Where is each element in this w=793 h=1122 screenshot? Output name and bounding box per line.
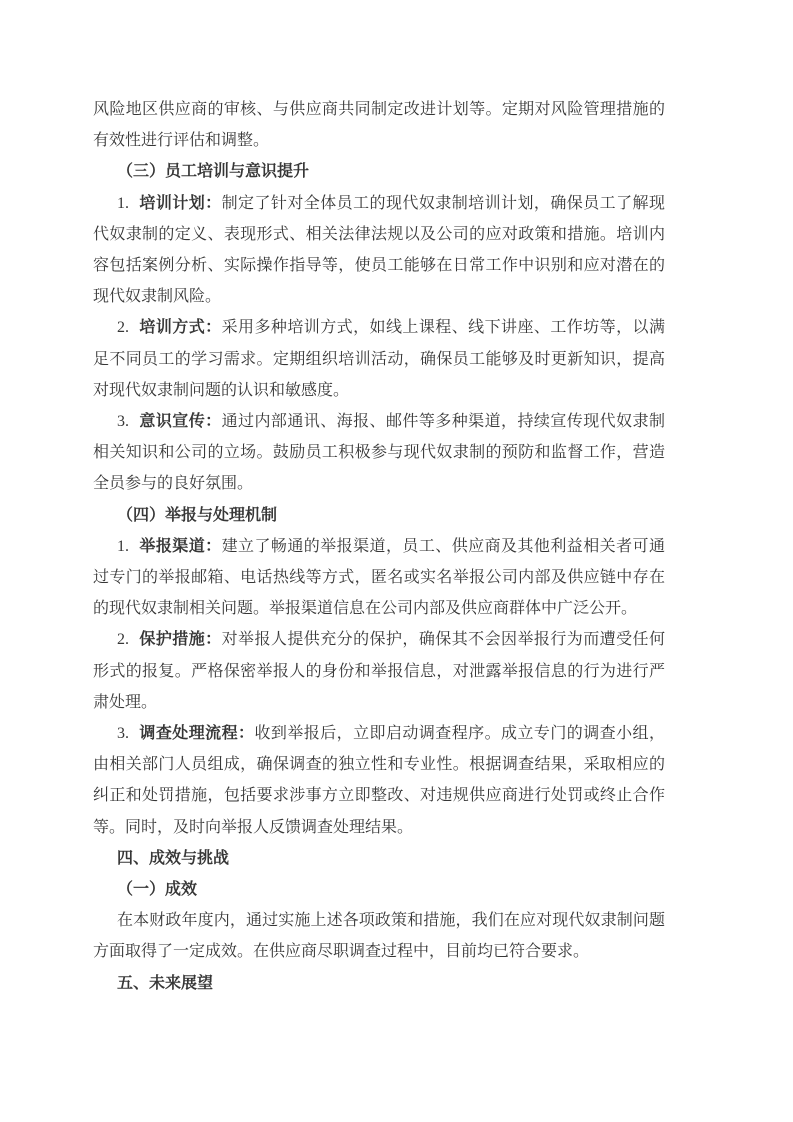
run-text: （三）员工培训与意识提升 (117, 163, 310, 181)
section-heading (93, 156, 665, 187)
run-in-label: 培训计划： (139, 194, 222, 212)
list-number: 3. (117, 725, 129, 743)
paragraph (93, 905, 665, 967)
run-text: 通过内部通讯、海报、邮件等多种渠道，持续宣传现代奴隶制相关知识和公司的立场。鼓励员工积极参与现代奴隶制的预防和监督工作，营造全员参与的良好氛围。 (93, 413, 665, 493)
paragraph (93, 624, 665, 718)
list-number: 1. (117, 194, 129, 212)
run-text: 五、未来展望 (117, 974, 214, 992)
list-number: 2. (117, 631, 129, 649)
paragraph (93, 94, 665, 156)
list-number: 2. (117, 319, 129, 337)
section-heading (93, 843, 665, 874)
run-in-label: 保护措施： (139, 631, 222, 649)
paragraph (93, 406, 665, 500)
run-text: 四、成效与挑战 (117, 849, 230, 867)
run-in-label: 意识宣传： (139, 413, 222, 431)
paragraph (93, 188, 665, 313)
paragraph (93, 718, 665, 843)
run-in-label: 培训方式： (139, 319, 222, 337)
run-text: 风险地区供应商的审核、与供应商共同制定改进计划等。定期对风险管理措施的有效性进行评估和调整。 (93, 101, 665, 150)
run-text: （四）举报与处理机制 (117, 506, 278, 524)
list-number: 1. (117, 537, 129, 555)
run-text: （一）成效 (117, 881, 198, 899)
paragraph (93, 531, 665, 625)
run-text: 建立了畅通的举报渠道，员工、供应商及其他利益相关者可通过专门的举报邮箱、电话热线等方式，匿名或实名举报公司内部及供应链中存在的现代奴隶制相关问题。举报渠道信息在公司内部及供应商群体中广泛公开。 (93, 537, 665, 618)
run-text: 收到举报后，立即启动调查程序。成立专门的调查小组，由相关部门人员组成，确保调查的独立性和专业性。根据调查结果，采取相应的纠正和处罚措施，包括要求涉事方立即整改、对违规供应商进行处罚或终止合作等。同时，及时向举报人反馈调查处理结果。 (93, 725, 665, 836)
run-text: 采用多种培训方式，如线上课程、线下讲座、工作坊等，以满足不同员工的学习需求。定期组织培训活动，确保员工能够及时更新知识，提高对现代奴隶制问题的认识和敏感度。 (93, 319, 665, 399)
paragraph (93, 312, 665, 406)
section-heading (93, 500, 665, 531)
list-number: 3. (117, 413, 129, 431)
section-heading (93, 968, 665, 999)
run-text: 制定了针对全体员工的现代奴隶制培训计划，确保员工了解现代奴隶制的定义、表现形式、相关法律法规以及公司的应对政策和措施。培训内容包括案例分析、实际操作指导等，使员工能够在日常工作中识别和应对潜在的现代奴隶制风险。 (93, 194, 665, 306)
run-in-label: 举报渠道： (139, 537, 222, 555)
document-body (93, 94, 665, 999)
section-heading (93, 874, 665, 905)
run-text: 对举报人提供充分的保护，确保其不会因举报行为而遭受任何形式的报复。严格保密举报人的身份和举报信息，对泄露举报信息的行为进行严肃处理。 (93, 631, 665, 711)
run-in-label: 调查处理流程： (139, 725, 255, 743)
run-text: 在本财政年度内，通过实施上述各项政策和措施，我们在应对现代奴隶制问题方面取得了一定成效。在供应商尽职调查过程中，目前均已符合要求。 (93, 912, 665, 961)
